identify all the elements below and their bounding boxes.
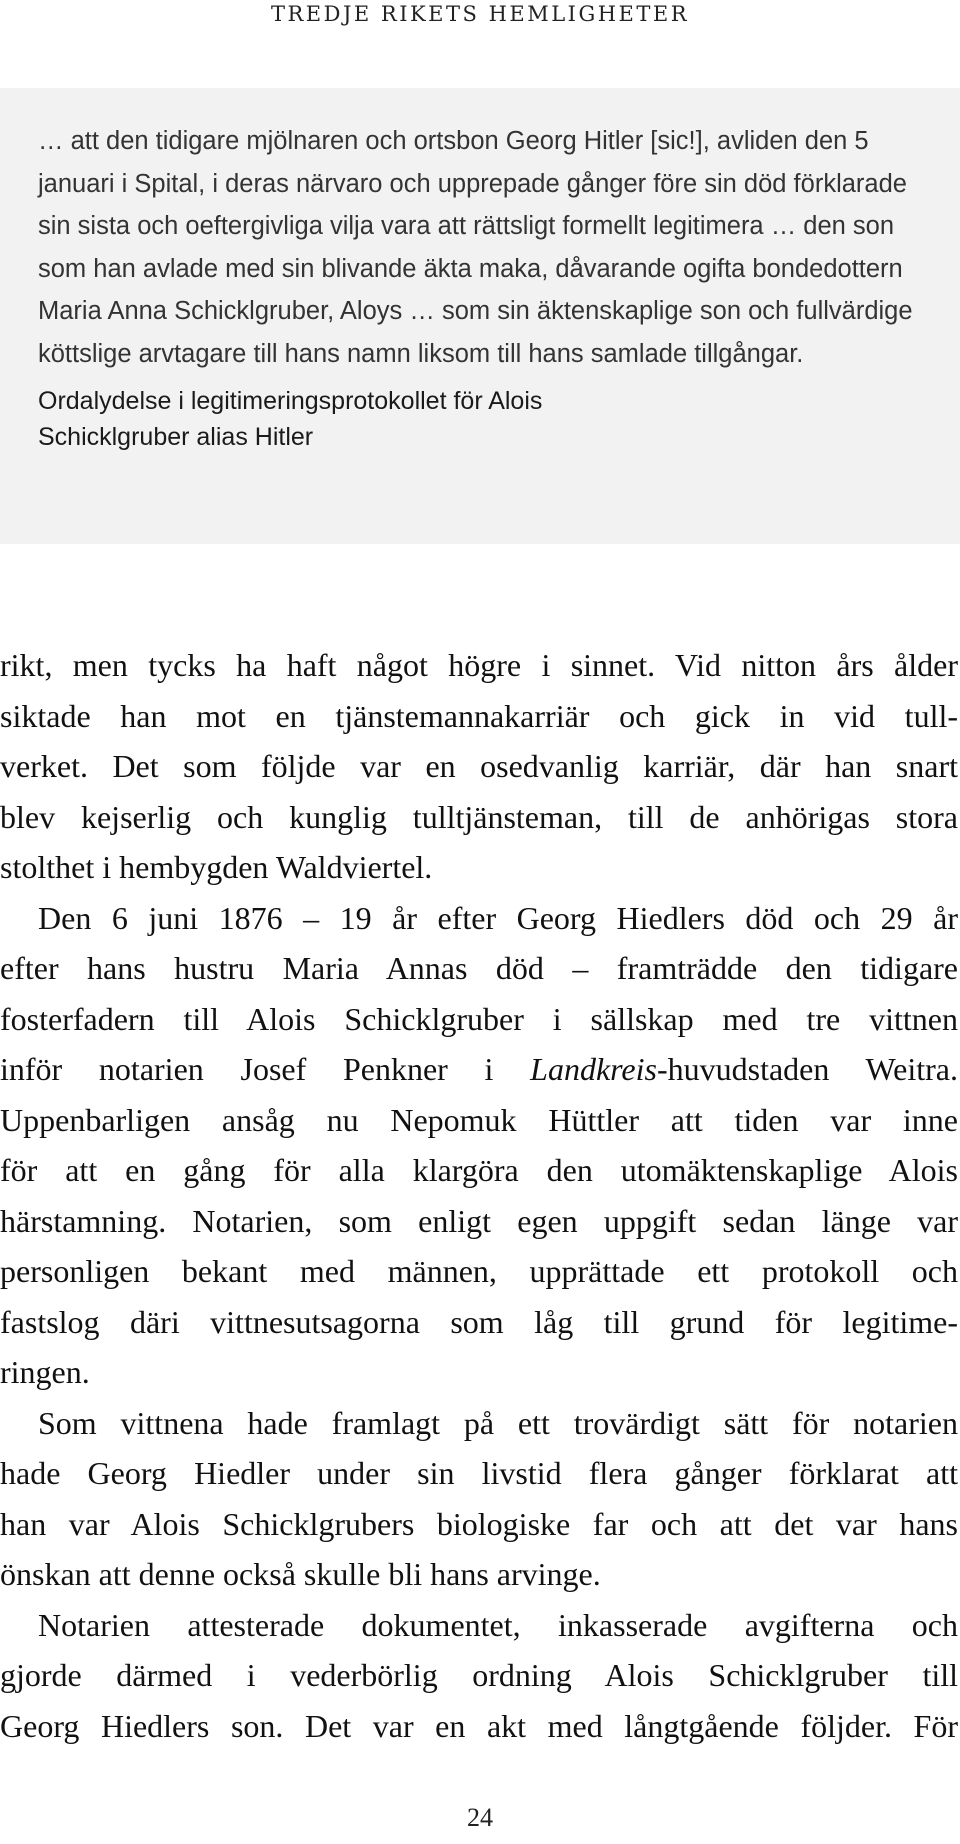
body-line: för att en gång för alla klargöra den utomäktenskaplige Alois: [0, 1152, 958, 1188]
body-line: önskan att denne också skulle bli hans arvinge.: [0, 1556, 601, 1592]
body-line-segment: inför notarien Josef Penkner i: [0, 1051, 531, 1087]
body-line: fastslog däri vittnesutsagorna som låg till grund för legitime-: [0, 1303, 958, 1340]
body-line: han var Alois Schicklgrubers biologiske far och att det var hans: [0, 1505, 958, 1542]
body-line: Den 6 juni 1876 – 19 år efter Georg Hiedlers död och 29 år: [38, 899, 958, 936]
body-line-segment: -huvudstaden Weitra.: [656, 1051, 958, 1087]
epigraph-source: Ordalydelse i legitimeringsprotokollet för Alois Schicklgruber alias Hitler: [38, 387, 543, 451]
body-line: personligen bekant med männen, upprättade ett protokoll och: [0, 1253, 958, 1289]
body-line: Georg Hiedlers son. Det var en akt med långtgående följder. För: [0, 1707, 958, 1744]
body-line: rikt, men tycks ha haft något högre i sinnet. Vid nitton års ålder: [0, 647, 958, 683]
body-line: verket. Det som följde var en osedvanlig karriär, där han snart: [0, 748, 958, 784]
body-line: Notarien attesterade dokumentet, inkasserade avgifterna och: [38, 1606, 958, 1643]
body-line: stolthet i hembygden Waldviertel.: [0, 849, 433, 885]
body-text: [0, 640, 958, 1751]
body-line: fosterfadern till Alois Schicklgruber i sällskap med tre vittnen: [0, 1000, 958, 1037]
epigraph-quote: … att den tidigare mjölnaren och ortsbon Georg Hitler [sic!], avliden den 5 januari i Spital, i deras närvaro och upprepade gånger före sin död förklarade sin sista och oeftergivliga vilja vara att rättsligt formellt legitimera … den son som han avlade med sin blivande äkta maka, dåvarande ogifta bondedottern Maria Anna Schicklgruber, Aloys … som sin äktenskaplige son och fullvärdige köttslige arvtagare till hans namn liksom till hans samlade tillgångar.: [38, 127, 913, 368]
running-head: TREDJE RIKETS HEMLIGHETER: [270, 2, 690, 26]
body-line: [0, 1044, 958, 1095]
body-line: Som vittnena hade framlagt på ett trovärdigt sätt för notarien: [38, 1404, 958, 1441]
body-line: Uppenbarligen ansåg nu Nepomuk Hüttler att tiden var inne: [0, 1101, 958, 1138]
body-line: gjorde därmed i vederbörlig ordning Alois Schicklgruber till: [0, 1657, 958, 1693]
body-line: härstamning. Notarien, som enligt egen uppgift sedan länge var: [0, 1202, 958, 1239]
epigraph-box: [0, 88, 960, 544]
body-line: blev kejserlig och kunglig tulltjänsteman, till de anhörigas stora: [0, 798, 958, 835]
body-line: hade Georg Hiedler under sin livstid flera gånger förklarat att: [0, 1455, 958, 1491]
body-line: siktade han mot en tjänstemannakarriär och gick in vid tull-: [0, 697, 958, 734]
body-line: efter hans hustru Maria Annas död – framträdde den tidigare: [0, 950, 958, 986]
page-number: 24: [467, 1803, 493, 1832]
body-line: ringen.: [0, 1354, 90, 1390]
body-line-italic: Landkreis: [530, 1051, 657, 1087]
